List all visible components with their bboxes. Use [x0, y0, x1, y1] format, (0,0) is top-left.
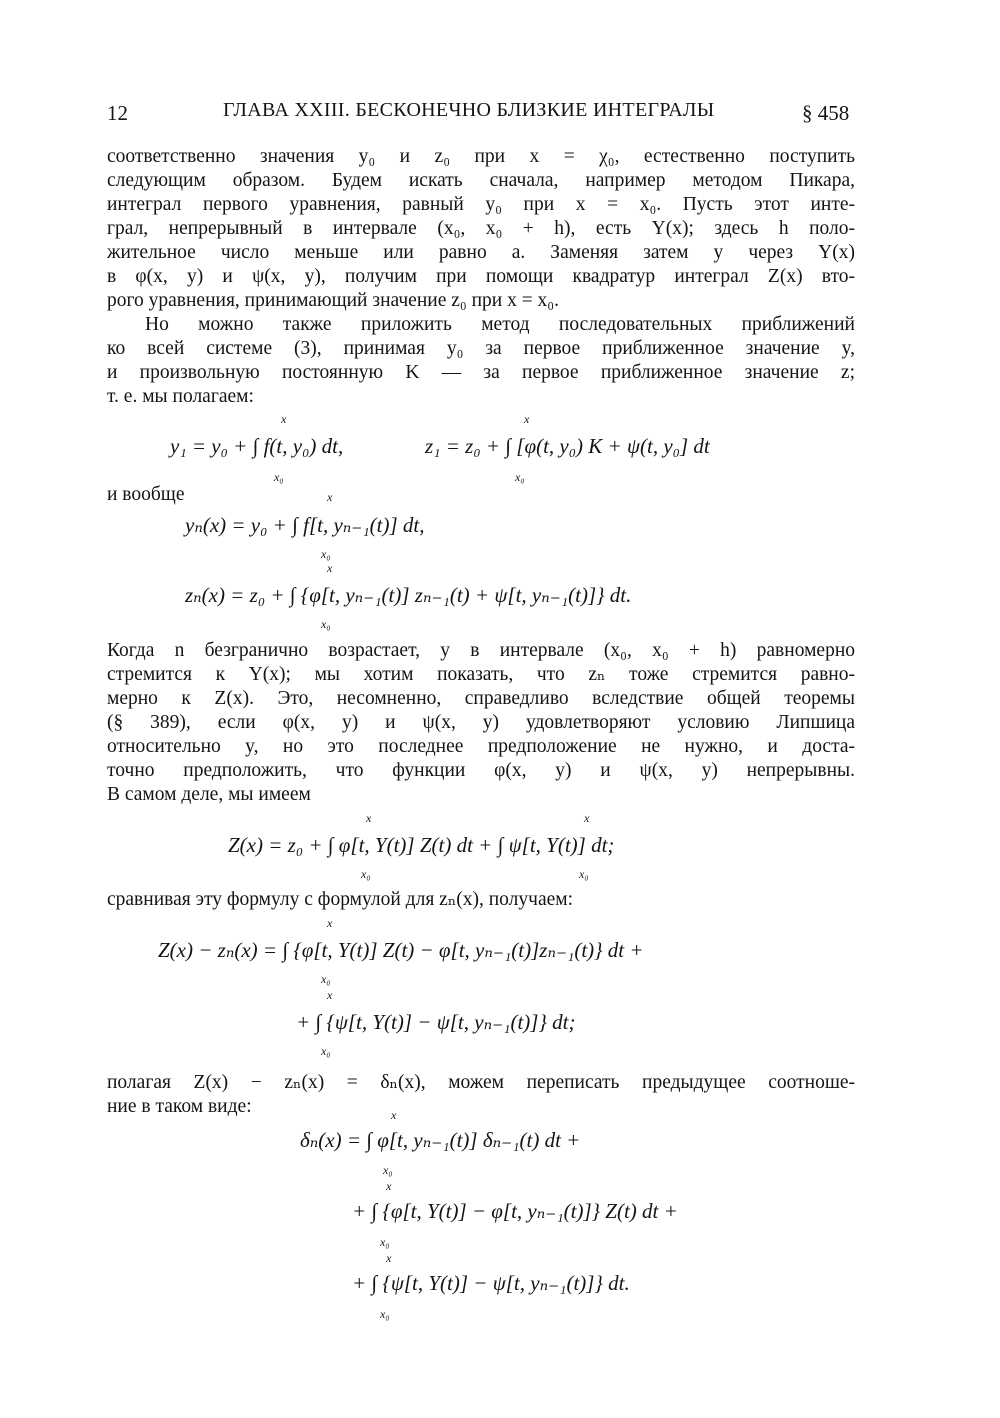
equation-yn: yₙ(x) = y₀ + ∫ f[t, yₙ₋₁(t)] dt, [185, 513, 425, 537]
integral-upper-limit: x [386, 1179, 392, 1193]
equation-y1: y₁ = y₀ + ∫ f(t, y₀) dt, [170, 434, 344, 458]
chapter-title: ГЛАВА XXIII. БЕСКОНЕЧНО БЛИЗКИЕ ИНТЕГРАЛЫ [223, 99, 715, 121]
text-line: ко всей системе (3), принимая y₀ за первое приближенное значение y, [107, 338, 855, 359]
integral-upper-limit: x [327, 916, 333, 930]
text-line: и произвольную постоянную K — за первое приближенное значение z; [107, 362, 855, 383]
integral-upper-limit: x [366, 811, 372, 825]
integral-lower-limit: x₀ [515, 470, 525, 484]
equation-delta: δₙ(x) = ∫ φ[t, yₙ₋₁(t)] δₙ₋₁(t) dt + [300, 1128, 581, 1152]
text-line: сравнивая эту формулу с формулой для zₙ(x), получаем: [107, 889, 574, 910]
integral-lower-limit: x₀ [321, 617, 331, 631]
text-line: рого уравнения, принимающий значение z₀ при x = x₀. [107, 290, 559, 311]
page-number: 12 [107, 101, 128, 125]
text-line: т. е. мы полагаем: [107, 386, 254, 407]
equation-delta-cont-1: + ∫ {φ[t, Y(t)] − φ[t, yₙ₋₁(t)]} Z(t) dt + [352, 1199, 678, 1223]
text-line: интеграл первого уравнения, равный y₀ при x = x₀. Пусть этот инте- [107, 194, 855, 215]
text-line: стремится к Y(x); мы хотим показать, что zₙ тоже стремится равно- [107, 664, 855, 685]
integral-lower-limit: x₀ [321, 547, 331, 561]
integral-upper-limit: x [391, 1108, 397, 1122]
integral-upper-limit: x [281, 412, 287, 426]
text-line: ние в таком виде: [107, 1096, 252, 1117]
text-line: полагая Z(x) − zₙ(x) = δₙ(x), можем переписать предыдущее соотноше- [107, 1072, 855, 1093]
text-line: грал, непрерывный в интервале (x₀, x₀ + h), есть Y(x); здесь h поло- [107, 218, 855, 239]
equation-difference: Z(x) − zₙ(x) = ∫ {φ[t, Y(t)] Z(t) − φ[t, yₙ₋₁(t)]zₙ₋₁(t)} dt + [158, 938, 644, 962]
text-line: и вообще [107, 484, 185, 505]
text-line: В самом деле, мы имеем [107, 784, 311, 805]
integral-lower-limit: x₀ [321, 1044, 331, 1058]
text-line: (§ 389), если φ(x, y) и ψ(x, y) удовлетворяют условию Липшица [107, 712, 855, 733]
integral-lower-limit: x₀ [274, 470, 284, 484]
text-line: Когда n безгранично возрастает, y в интервале (x₀, x₀ + h) равномерно [107, 640, 855, 661]
equation-zn: zₙ(x) = z₀ + ∫ {φ[t, yₙ₋₁(t)] zₙ₋₁(t) + ψ[t, yₙ₋₁(t)]} dt. [185, 583, 632, 607]
integral-upper-limit: x [524, 412, 530, 426]
text-line: в φ(x, y) и ψ(x, y), получим при помощи квадратур интеграл Z(x) вто- [107, 266, 855, 287]
integral-lower-limit: x₀ [383, 1163, 393, 1177]
integral-upper-limit: x [584, 811, 590, 825]
integral-upper-limit: x [327, 988, 333, 1002]
integral-upper-limit: x [386, 1251, 392, 1265]
equation-delta-cont-2: + ∫ {ψ[t, Y(t)] − ψ[t, yₙ₋₁(t)]} dt. [352, 1271, 630, 1295]
text-line: мерно к Z(x). Это, несомненно, справедливо вследствие общей теоремы [107, 688, 855, 709]
integral-lower-limit: x₀ [579, 867, 589, 881]
equation-z1: z₁ = z₀ + ∫ [φ(t, y₀) K + ψ(t, y₀] dt [425, 434, 710, 458]
text-line: относительно y, но это последнее предположение не нужно, и доста- [107, 736, 855, 757]
integral-lower-limit: x₀ [380, 1307, 390, 1321]
text-line: жительное число меньше или равно a. Заменяя затем y через Y(x) [107, 242, 855, 263]
integral-upper-limit: x [327, 490, 333, 504]
equation-Z: Z(x) = z₀ + ∫ φ[t, Y(t)] Z(t) dt + ∫ ψ[t, Y(t)] dt; [228, 833, 615, 857]
text-line: соответственно значения y₀ и z₀ при x = χ₀, естественно поступить [107, 146, 855, 167]
section-number: § 458 [802, 101, 850, 125]
integral-lower-limit: x₀ [380, 1235, 390, 1249]
integral-lower-limit: x₀ [361, 867, 371, 881]
text-line: точно предположить, что функции φ(x, y) и ψ(x, y) непрерывны. [107, 760, 855, 781]
integral-upper-limit: x [327, 561, 333, 575]
text-line: Но можно также приложить метод последовательных приближений [145, 314, 855, 335]
integral-lower-limit: x₀ [321, 972, 331, 986]
text-line: следующим образом. Будем искать сначала, например методом Пикара, [107, 170, 855, 191]
equation-difference-cont: + ∫ {ψ[t, Y(t)] − ψ[t, yₙ₋₁(t)]} dt; [296, 1010, 576, 1034]
